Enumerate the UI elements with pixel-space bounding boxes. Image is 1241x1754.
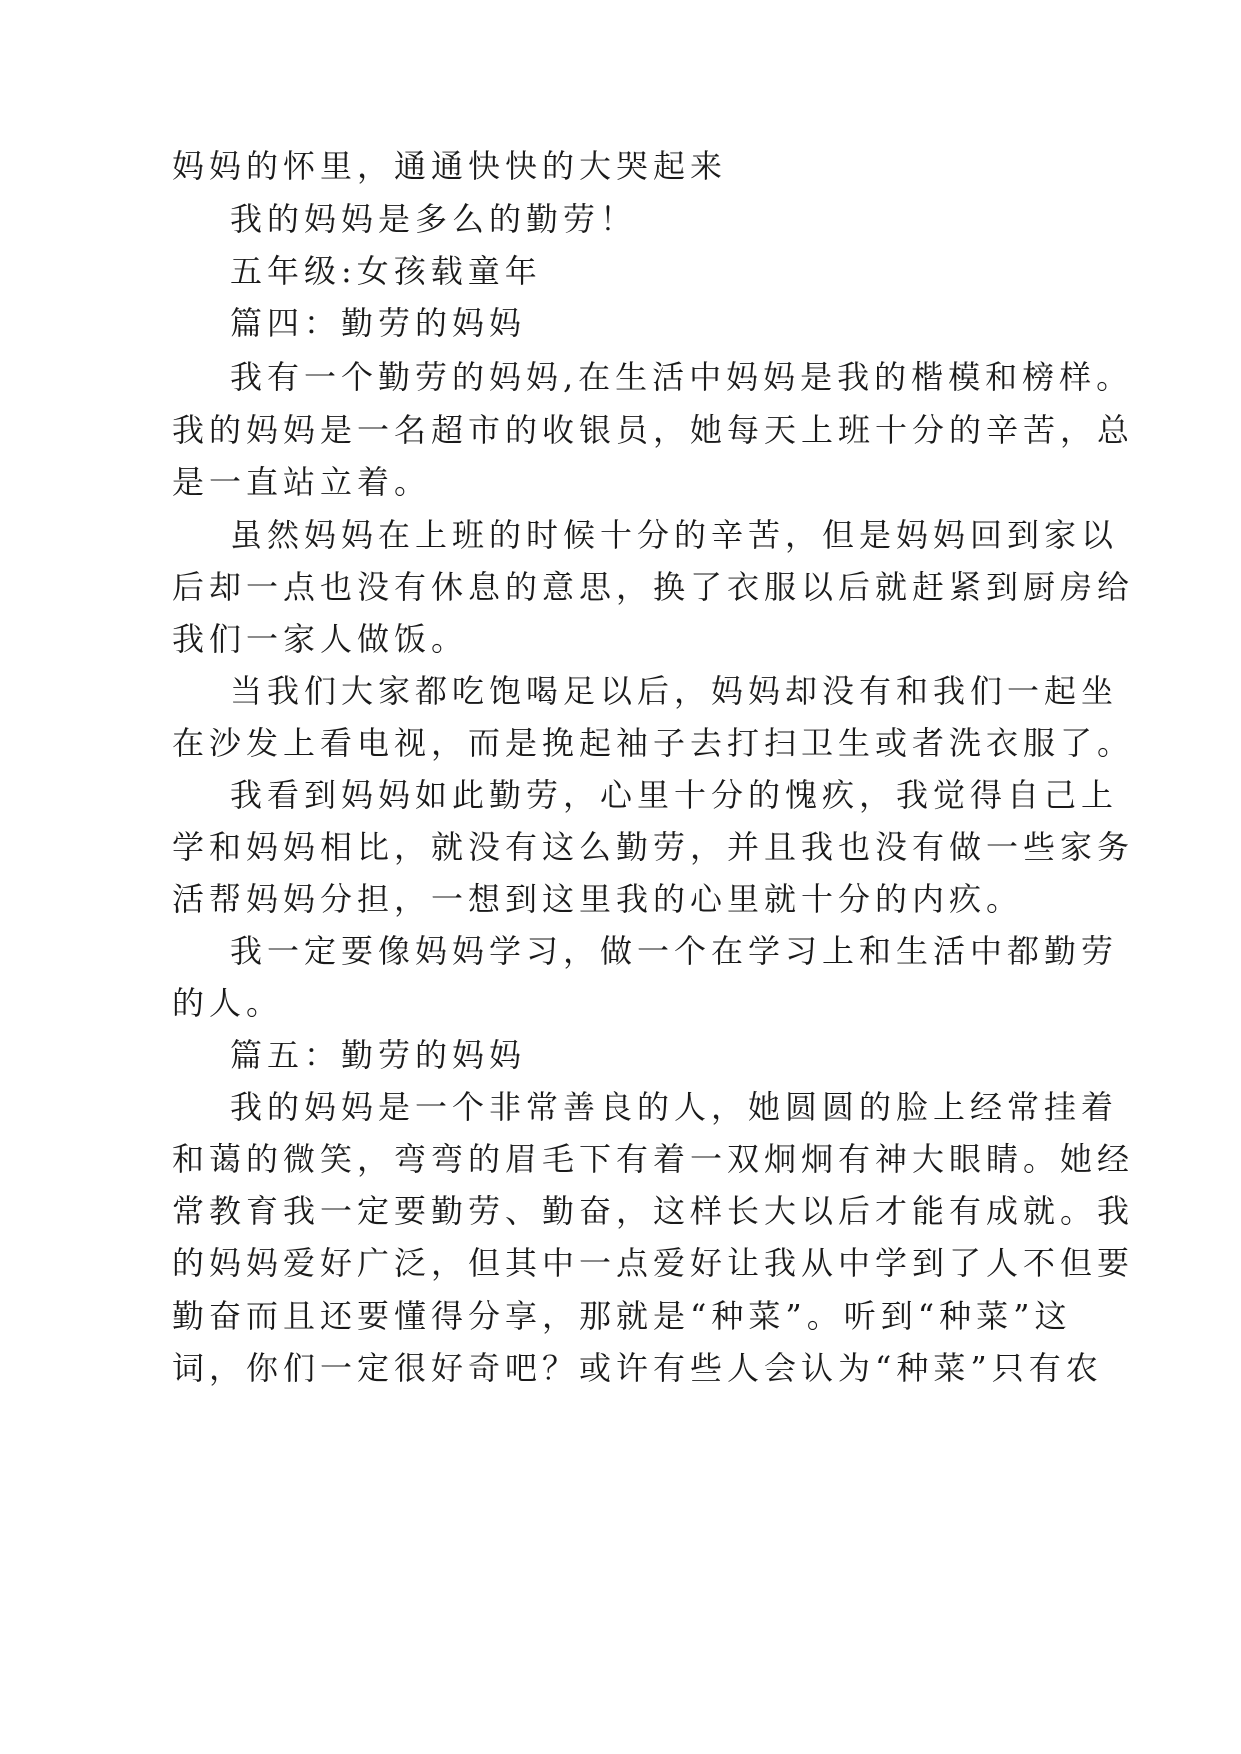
text-line: 的人。: [172, 984, 284, 1022]
text-line: 我看到妈妈如此勤劳，心里十分的愧疚，我觉得自己上: [230, 776, 1119, 814]
section-heading: 篇五：勤劳的妈妈: [230, 1036, 527, 1074]
text-line: 勤奋而且还要懂得分享，那就是“种菜”。听到“种菜”这: [172, 1297, 1072, 1335]
text-line: 的妈妈爱好广泛，但其中一点爱好让我从中学到了人不但要: [172, 1244, 1135, 1282]
text-line: 当我们大家都吃饱喝足以后，妈妈却没有和我们一起坐: [230, 672, 1119, 710]
section-heading: 篇四：勤劳的妈妈: [230, 304, 527, 342]
text-line: 我的妈妈是多么的勤劳！: [230, 200, 638, 238]
text-line: 我一定要像妈妈学习，做一个在学习上和生活中都勤劳: [230, 932, 1119, 970]
text-line: 妈妈的怀里，通通快快的大哭起来: [172, 147, 728, 185]
text-line: 虽然妈妈在上班的时候十分的辛苦，但是妈妈回到家以: [230, 516, 1119, 554]
text-line: 活帮妈妈分担，一想到这里我的心里就十分的内疚。: [172, 880, 1024, 918]
text-line: 五年级:女孩载童年: [230, 252, 542, 290]
text-line: 后却一点也没有休息的意思，换了衣服以后就赶紧到厨房给: [172, 568, 1135, 606]
text-line: 学和妈妈相比，就没有这么勤劳，并且我也没有做一些家务: [172, 828, 1135, 866]
text-line: 我的妈妈是一名超市的收银员，她每天上班十分的辛苦，总: [172, 411, 1135, 449]
text-line: 常教育我一定要勤劳、勤奋，这样长大以后才能有成就。我: [172, 1192, 1135, 1230]
text-line: 在沙发上看电视，而是挽起袖子去打扫卫生或者洗衣服了。: [172, 724, 1135, 762]
text-line: 我的妈妈是一个非常善良的人，她圆圆的脸上经常挂着: [230, 1088, 1119, 1126]
text-line: 我们一家人做饭。: [172, 620, 469, 658]
text-line: 词，你们一定很好奇吧？或许有些人会认为“种菜”只有农: [172, 1349, 1103, 1387]
text-line: 和蔼的微笑，弯弯的眉毛下有着一双炯炯有神大眼睛。她经: [172, 1140, 1135, 1178]
text-line: 我有一个勤劳的妈妈,在生活中妈妈是我的楷模和榜样。: [230, 358, 1134, 396]
text-line: 是一直站立着。: [172, 463, 432, 501]
